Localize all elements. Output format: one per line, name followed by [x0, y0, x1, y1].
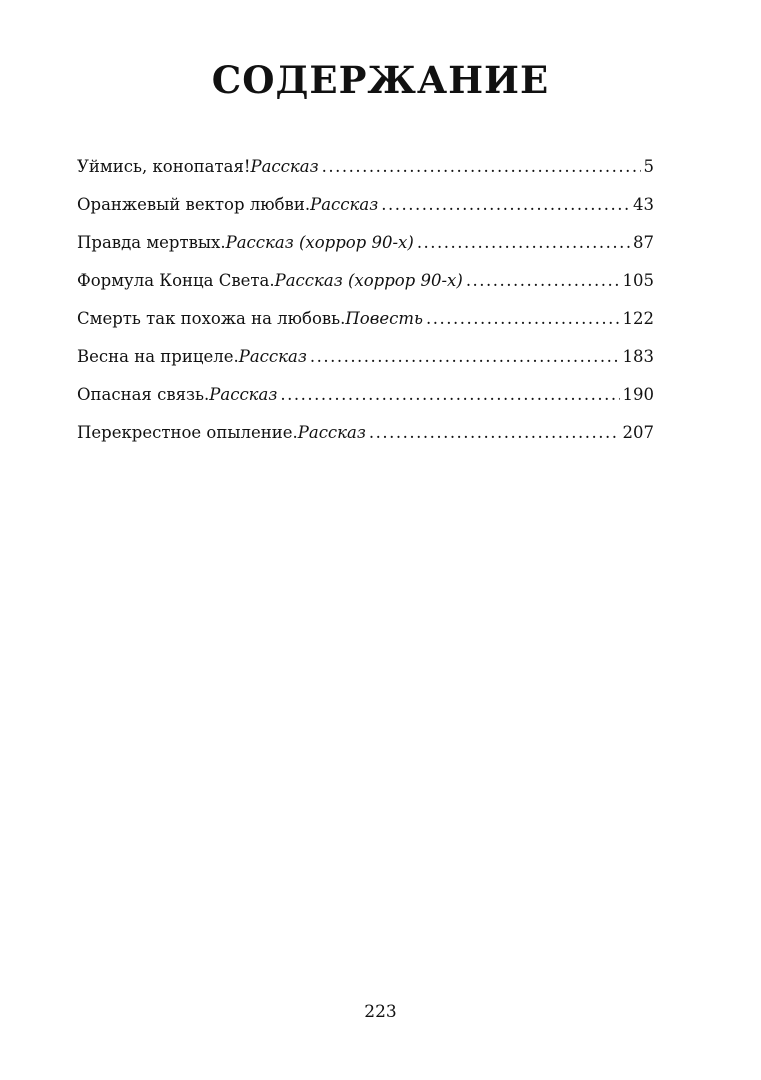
dot-leader	[381, 190, 630, 220]
toc-entry-page: 87	[633, 233, 654, 252]
toc-entry	[77, 228, 654, 266]
toc-entry-page: 5	[643, 157, 654, 176]
toc-entry	[77, 304, 654, 342]
toc-entry-genre: Рассказ	[238, 347, 307, 366]
toc-entry-page: 190	[622, 385, 654, 404]
table-of-contents	[77, 152, 654, 456]
toc-entry-title: Правда мертвых.	[77, 233, 226, 252]
dot-leader	[426, 304, 620, 334]
dot-leader	[310, 342, 620, 372]
toc-entry-genre: Рассказ	[209, 385, 278, 404]
toc-entry-genre: Рассказ (хоррор 90-х)	[274, 271, 463, 290]
toc-entry-title: Весна на прицеле.	[77, 347, 239, 366]
dot-leader	[369, 418, 620, 448]
toc-entry	[77, 380, 654, 418]
toc-entry-title: Опасная связь.	[77, 385, 210, 404]
toc-entry-title: Перекрестное опыление.	[77, 423, 298, 442]
toc-entry-page: 183	[622, 347, 654, 366]
toc-entry-page: 207	[622, 423, 654, 442]
dot-leader	[322, 152, 641, 182]
dot-leader	[417, 228, 630, 258]
toc-entry-genre: Повесть	[345, 309, 423, 328]
toc-entry	[77, 190, 654, 228]
toc-entry-genre: Рассказ (хоррор 90-х)	[225, 233, 414, 252]
dot-leader	[466, 266, 620, 296]
toc-entry	[77, 266, 654, 304]
dot-leader	[280, 380, 619, 410]
toc-entry-title: Смерть так похожа на любовь.	[77, 309, 346, 328]
toc-entry-page: 105	[622, 271, 654, 290]
toc-entry-page: 122	[622, 309, 654, 328]
page-number: 223	[364, 1002, 397, 1022]
toc-entry-title: Формула Конца Света.	[77, 271, 275, 290]
toc-entry-genre: Рассказ	[310, 195, 379, 214]
toc-entry-title: Уймись, конопатая!	[77, 157, 251, 176]
toc-entry-genre: Рассказ	[250, 157, 319, 176]
page-title: СОДЕРЖАНИЕ	[211, 58, 550, 102]
toc-entry-title: Оранжевый вектор любви.	[77, 195, 311, 214]
toc-entry-page: 43	[633, 195, 654, 214]
toc-entry-genre: Рассказ	[297, 423, 366, 442]
toc-entry	[77, 152, 654, 190]
toc-entry	[77, 418, 654, 456]
toc-entry	[77, 342, 654, 380]
